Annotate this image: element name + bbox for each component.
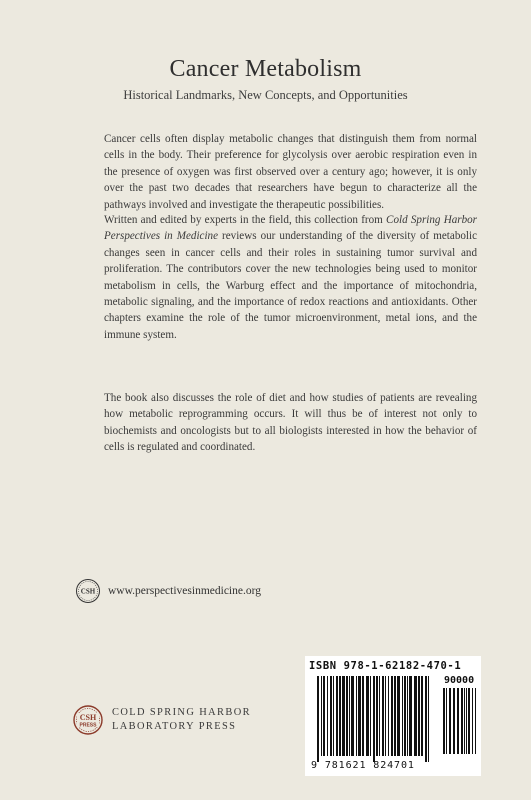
barcode-bar xyxy=(327,676,328,756)
barcode-addon-bar xyxy=(443,688,445,754)
barcode-addon-bar xyxy=(461,688,463,754)
isbn-digits: 9 781621 824701 xyxy=(311,760,415,771)
barcode-bar xyxy=(366,676,369,756)
barcode-bar xyxy=(397,676,400,756)
barcode-addon-bar xyxy=(446,688,447,754)
barcode-bar xyxy=(388,676,389,756)
barcode-bar xyxy=(404,676,406,756)
barcode-bar xyxy=(425,676,427,762)
barcode-bar xyxy=(358,676,361,756)
barcode-bar xyxy=(373,676,375,762)
cshl-press-logo-icon xyxy=(72,701,104,739)
barcode-addon-bar xyxy=(449,688,451,754)
publisher-line-2: LABORATORY PRESS xyxy=(112,721,237,732)
barcode-bar xyxy=(349,676,350,756)
barcode-bar xyxy=(339,676,341,756)
journal-title: Cold Spring Harbor Perspectives in Medicine xyxy=(104,214,477,243)
barcode-bar xyxy=(370,676,371,756)
barcode-bar xyxy=(330,676,332,756)
description-paragraph-2 xyxy=(104,212,477,343)
barcode-bar xyxy=(379,676,380,756)
barcode-bar xyxy=(394,676,396,756)
description-paragraph-1: Cancer cells often display metabolic changes that distinguish them from normal cells in the body. Their preference for glycolysis over aerobic respiration even in the presence of oxygen was first observed over a century ago; however, it is only over the past two decades that researchers have begun to characterize all the pathways involved and investigate the therapeutic possibilities. xyxy=(104,133,477,211)
barcode-addon-bar xyxy=(466,688,467,754)
barcode-bar xyxy=(362,676,364,756)
barcode-bar xyxy=(323,676,325,756)
page-subtitle: Historical Landmarks, New Concepts, and Opportunities xyxy=(123,88,408,102)
publisher-row xyxy=(72,700,251,740)
publisher-line-1: COLD SPRING HARBOR xyxy=(112,707,251,718)
barcode-bar xyxy=(336,676,338,756)
barcode-bar xyxy=(333,676,334,756)
barcode-bar xyxy=(385,676,386,756)
page-title: Cancer Metabolism xyxy=(169,56,362,82)
barcode-bar xyxy=(342,676,345,756)
barcode-bar xyxy=(382,676,384,756)
isbn-label: ISBN 978-1-62182-470-1 xyxy=(309,660,462,672)
barcode-bar xyxy=(356,676,357,756)
barcode-bar xyxy=(376,676,378,756)
barcode-addon-bar xyxy=(472,688,473,754)
p2-text-after: reviews our understanding of the diversity of metabolic changes seen in cancer cells and their roles in sustaining tumor survival and proliferation. The contributors cover the new technologies being used to monitor metabolism in cells, the Warburg effect and the importance of mitochondria, metabolic signaling, and the importance of redox reactions and antioxidants. Other chapters examine the role of the tumor microenvironment, metal ions, and the immune system. xyxy=(104,230,477,341)
barcode-bar xyxy=(418,676,420,756)
barcode-bar xyxy=(351,676,354,756)
barcode-bar xyxy=(402,676,403,756)
barcode-bar xyxy=(428,676,429,762)
isbn-barcode xyxy=(305,656,481,776)
barcode-addon-bar xyxy=(464,688,465,754)
barcode-bar xyxy=(421,676,423,756)
csh-logo-text: CSH xyxy=(80,587,96,596)
website-link[interactable]: www.perspectivesinmedicine.org xyxy=(108,585,261,597)
barcode-bar xyxy=(409,676,412,756)
barcode-addon-bar xyxy=(457,688,459,754)
barcode-bars xyxy=(305,656,481,776)
csh-perspectives-logo-icon xyxy=(74,578,102,604)
price-code: 90000 xyxy=(444,675,475,686)
description-paragraph-3: The book also discusses the role of diet and how studies of patients are revealing how metabolic reprogramming occurs. It will thus be of interest not only to biochemists and oncologists but to all biologists interested in how the behavior of cells is regulated and coordinated. xyxy=(104,392,477,454)
website-row xyxy=(74,578,261,604)
barcode-bar xyxy=(414,676,417,756)
barcode-bar xyxy=(346,676,348,756)
barcode-bar xyxy=(317,676,319,762)
press-logo-top-text: CSH xyxy=(79,713,97,722)
press-logo-bottom-text: PRESS xyxy=(79,722,97,729)
barcode-bar xyxy=(391,676,393,756)
publisher-name xyxy=(112,706,251,734)
p2-text-before: Written and edited by experts in the field, this collection from xyxy=(104,214,387,226)
barcode-bar xyxy=(407,676,408,756)
barcode-addon-bar xyxy=(468,688,470,754)
barcode-addon-bar xyxy=(475,688,476,754)
barcode-bar xyxy=(321,676,322,756)
barcode-addon-bar xyxy=(453,688,455,754)
